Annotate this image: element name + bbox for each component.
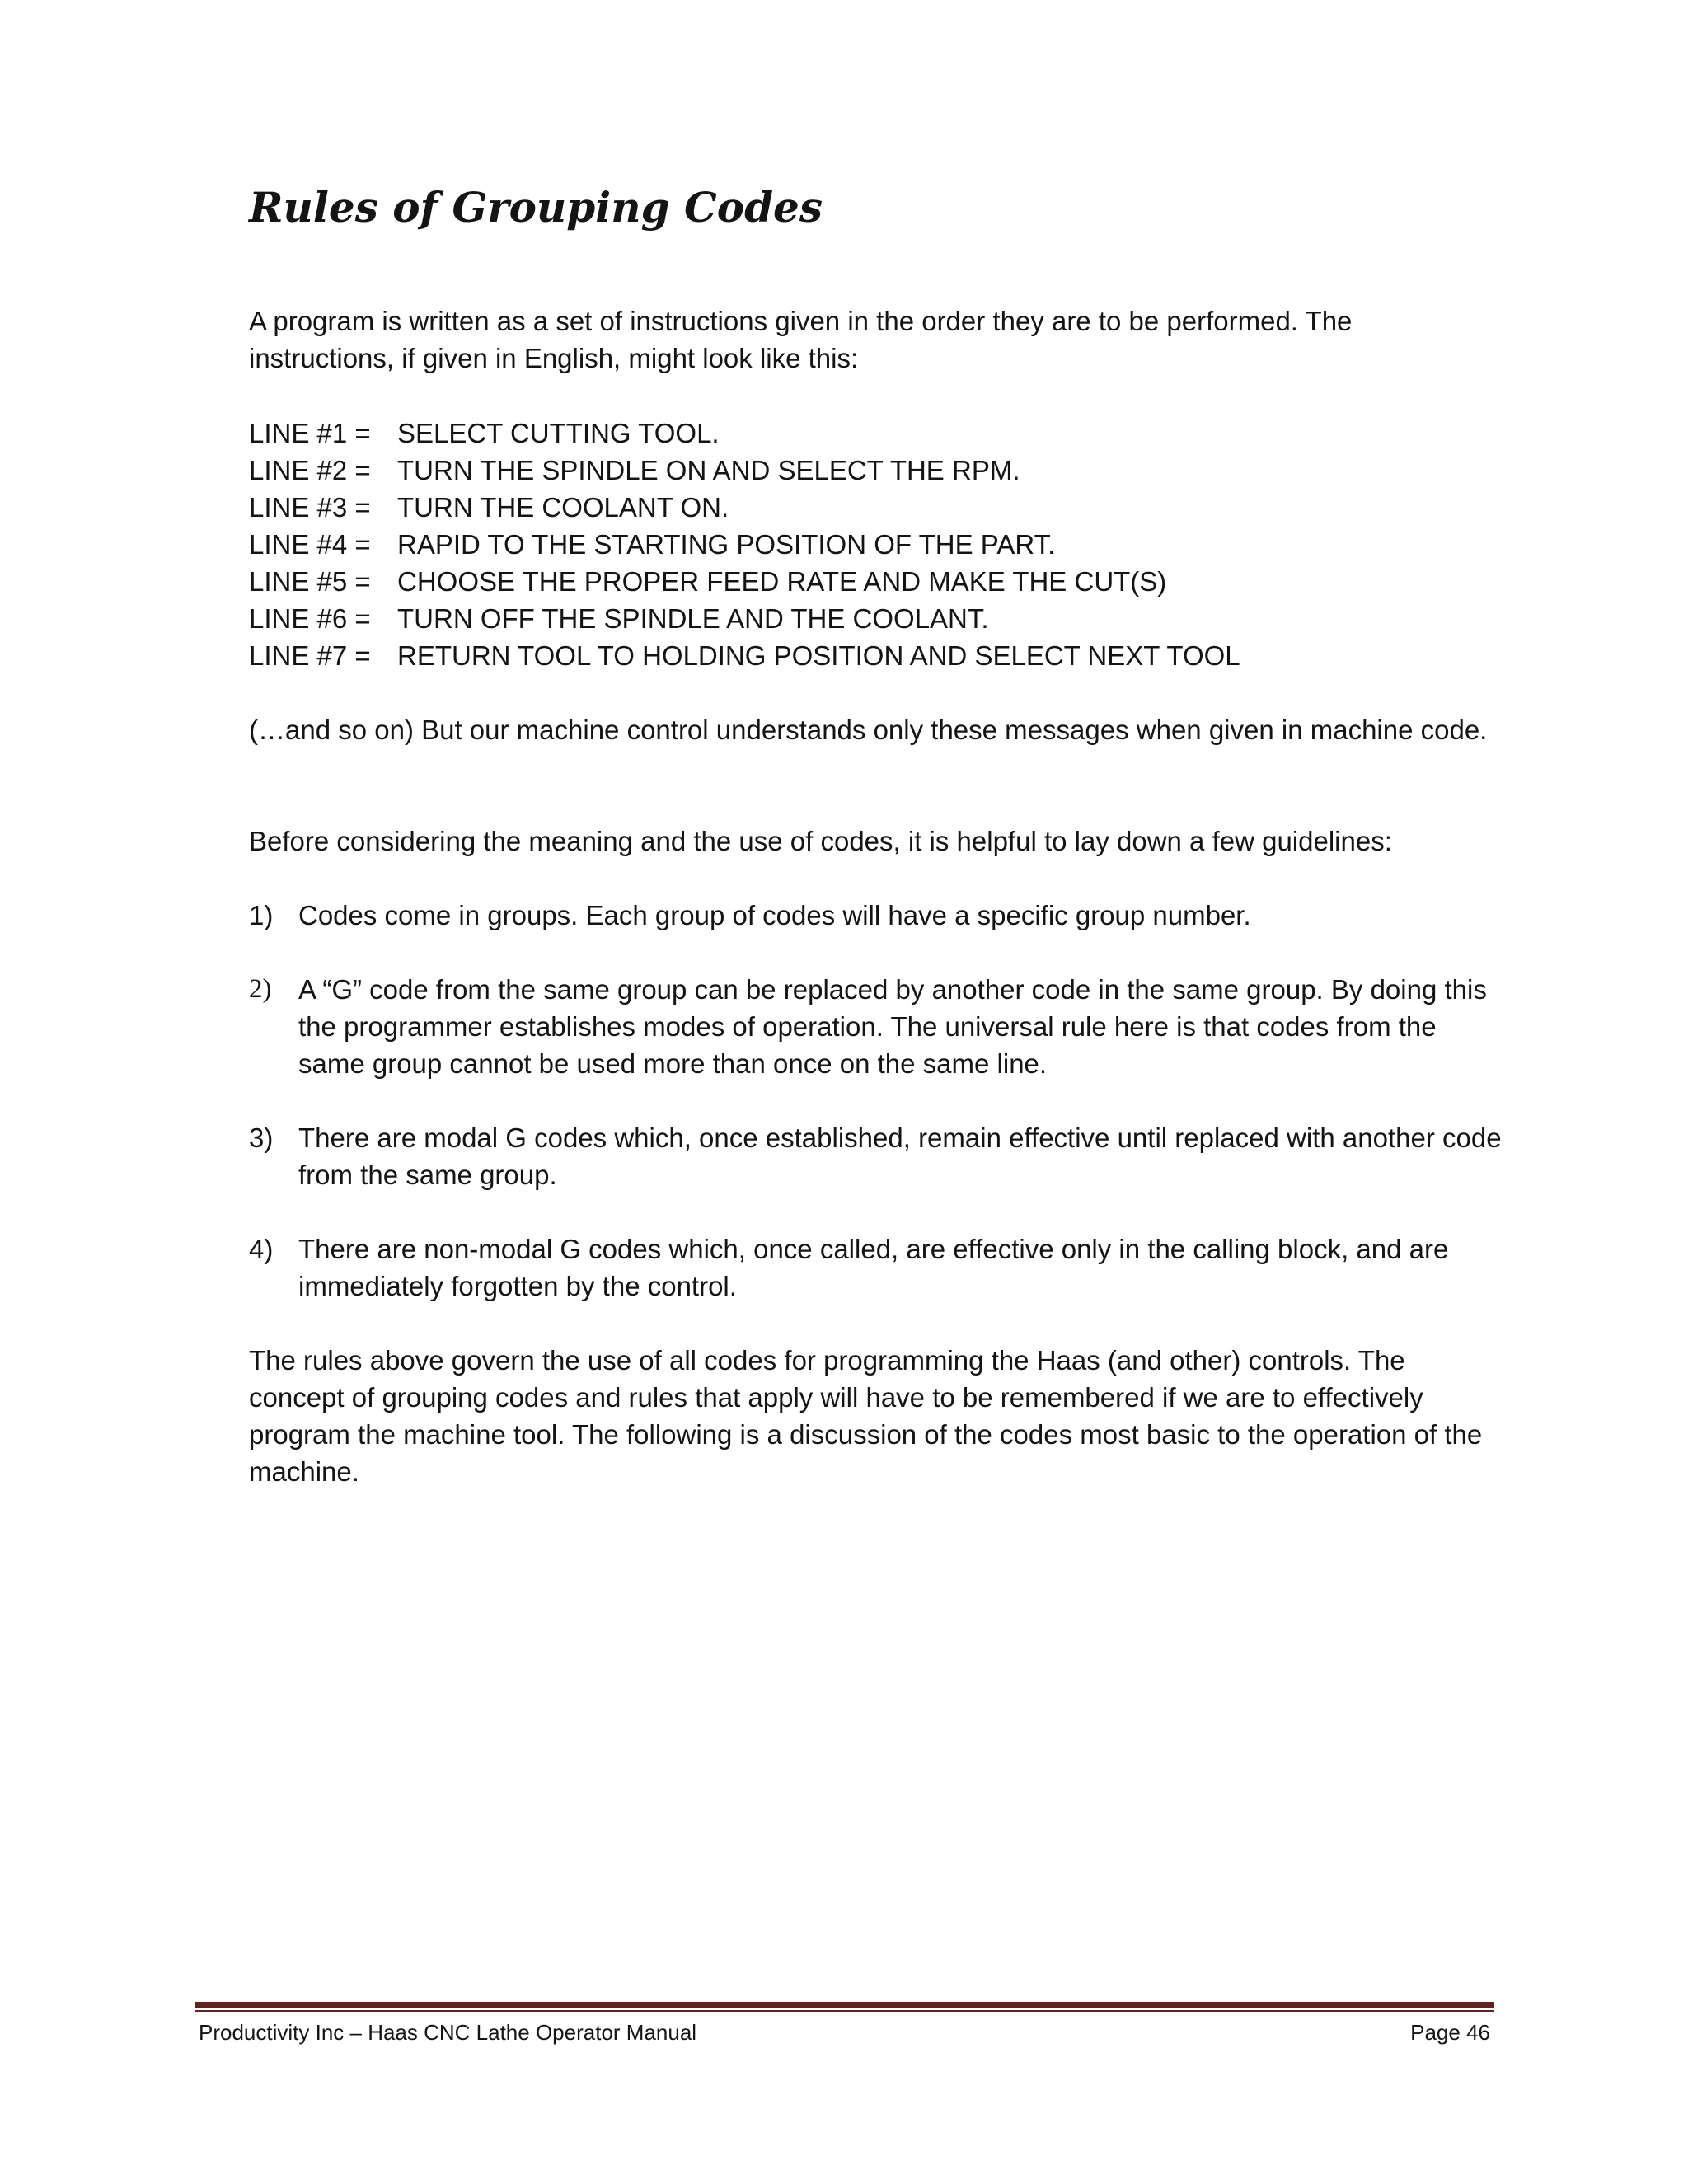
guideline-number: 2) — [249, 974, 272, 1004]
guideline-item — [249, 971, 1502, 1082]
after-lines-paragraph: (…and so on) But our machine control understands only these messages when given in machine code. — [249, 715, 1488, 745]
guideline-text: There are non-modal G codes which, once called, are effective only in the calling block, and are immediately forgotten by the control. — [298, 1234, 1449, 1301]
footer-divider-thin — [195, 2010, 1494, 2012]
line-text: RAPID TO THE STARTING POSITION OF THE PART. — [397, 529, 1056, 560]
instruction-line — [249, 563, 1240, 600]
line-text: TURN THE COOLANT ON. — [397, 492, 729, 523]
line-label: LINE #2 = — [249, 455, 371, 485]
line-text: TURN THE SPINDLE ON AND SELECT THE RPM. — [397, 455, 1020, 485]
intro-paragraph: A program is written as a set of instructions given in the order they are to be performed. The instructions, if given in English, might look like this: — [249, 306, 1353, 373]
footer-divider — [195, 2002, 1494, 2013]
instruction-line — [249, 526, 1240, 563]
instruction-line — [249, 600, 1240, 637]
guideline-text: Codes come in groups. Each group of codes will have a specific group number. — [298, 900, 1251, 930]
guideline-number: 3) — [249, 1122, 274, 1153]
instruction-lines-list — [249, 415, 1240, 674]
line-text: TURN OFF THE SPINDLE AND THE COOLANT. — [397, 603, 989, 634]
guideline-number: 1) — [249, 900, 274, 930]
instruction-line — [249, 452, 1240, 489]
guideline-text: There are modal G codes which, once established, remain effective until replaced with another code from the same group. — [298, 1122, 1502, 1190]
line-text: CHOOSE THE PROPER FEED RATE AND MAKE THE CUT(S) — [397, 566, 1167, 597]
line-text: SELECT CUTTING TOOL. — [397, 418, 720, 448]
page-title: Rules of Grouping Codes — [249, 183, 823, 232]
footer-page-number: Page 46 — [1410, 2020, 1490, 2045]
guideline-item — [249, 1119, 1502, 1193]
guideline-text: A “G” code from the same group can be replaced by another code in the same group. By doing this the programmer establishes modes of operation. The universal rule here is that codes from the same group cannot be used more than once on the same line. — [298, 974, 1487, 1079]
line-text: RETURN TOOL TO HOLDING POSITION AND SELECT NEXT TOOL — [397, 640, 1240, 671]
instruction-line — [249, 415, 1240, 452]
line-label: LINE #1 = — [249, 418, 371, 448]
guideline-number: 4) — [249, 1234, 274, 1264]
guidelines-intro-paragraph: Before considering the meaning and the use of codes, it is helpful to lay down a few guidelines: — [249, 826, 1392, 856]
instruction-line — [249, 637, 1240, 674]
line-label: LINE #6 = — [249, 603, 371, 634]
conclusion-paragraph: The rules above govern the use of all codes for programming the Haas (and other) controls. The concept of grouping codes and rules that apply will have to be remembered if we are to effectively program the machine tool. The following is a discussion of the codes most basic to the operation of the machine. — [249, 1345, 1483, 1487]
guideline-item — [249, 897, 1502, 934]
instruction-line — [249, 489, 1240, 526]
line-label: LINE #7 = — [249, 640, 371, 671]
line-label: LINE #3 = — [249, 492, 371, 523]
line-label: LINE #4 = — [249, 529, 371, 560]
guideline-item — [249, 1230, 1502, 1305]
footer-manual-title: Productivity Inc – Haas CNC Lathe Operator Manual — [199, 2020, 697, 2045]
footer-divider-thick — [195, 2002, 1494, 2008]
line-label: LINE #5 = — [249, 566, 371, 597]
